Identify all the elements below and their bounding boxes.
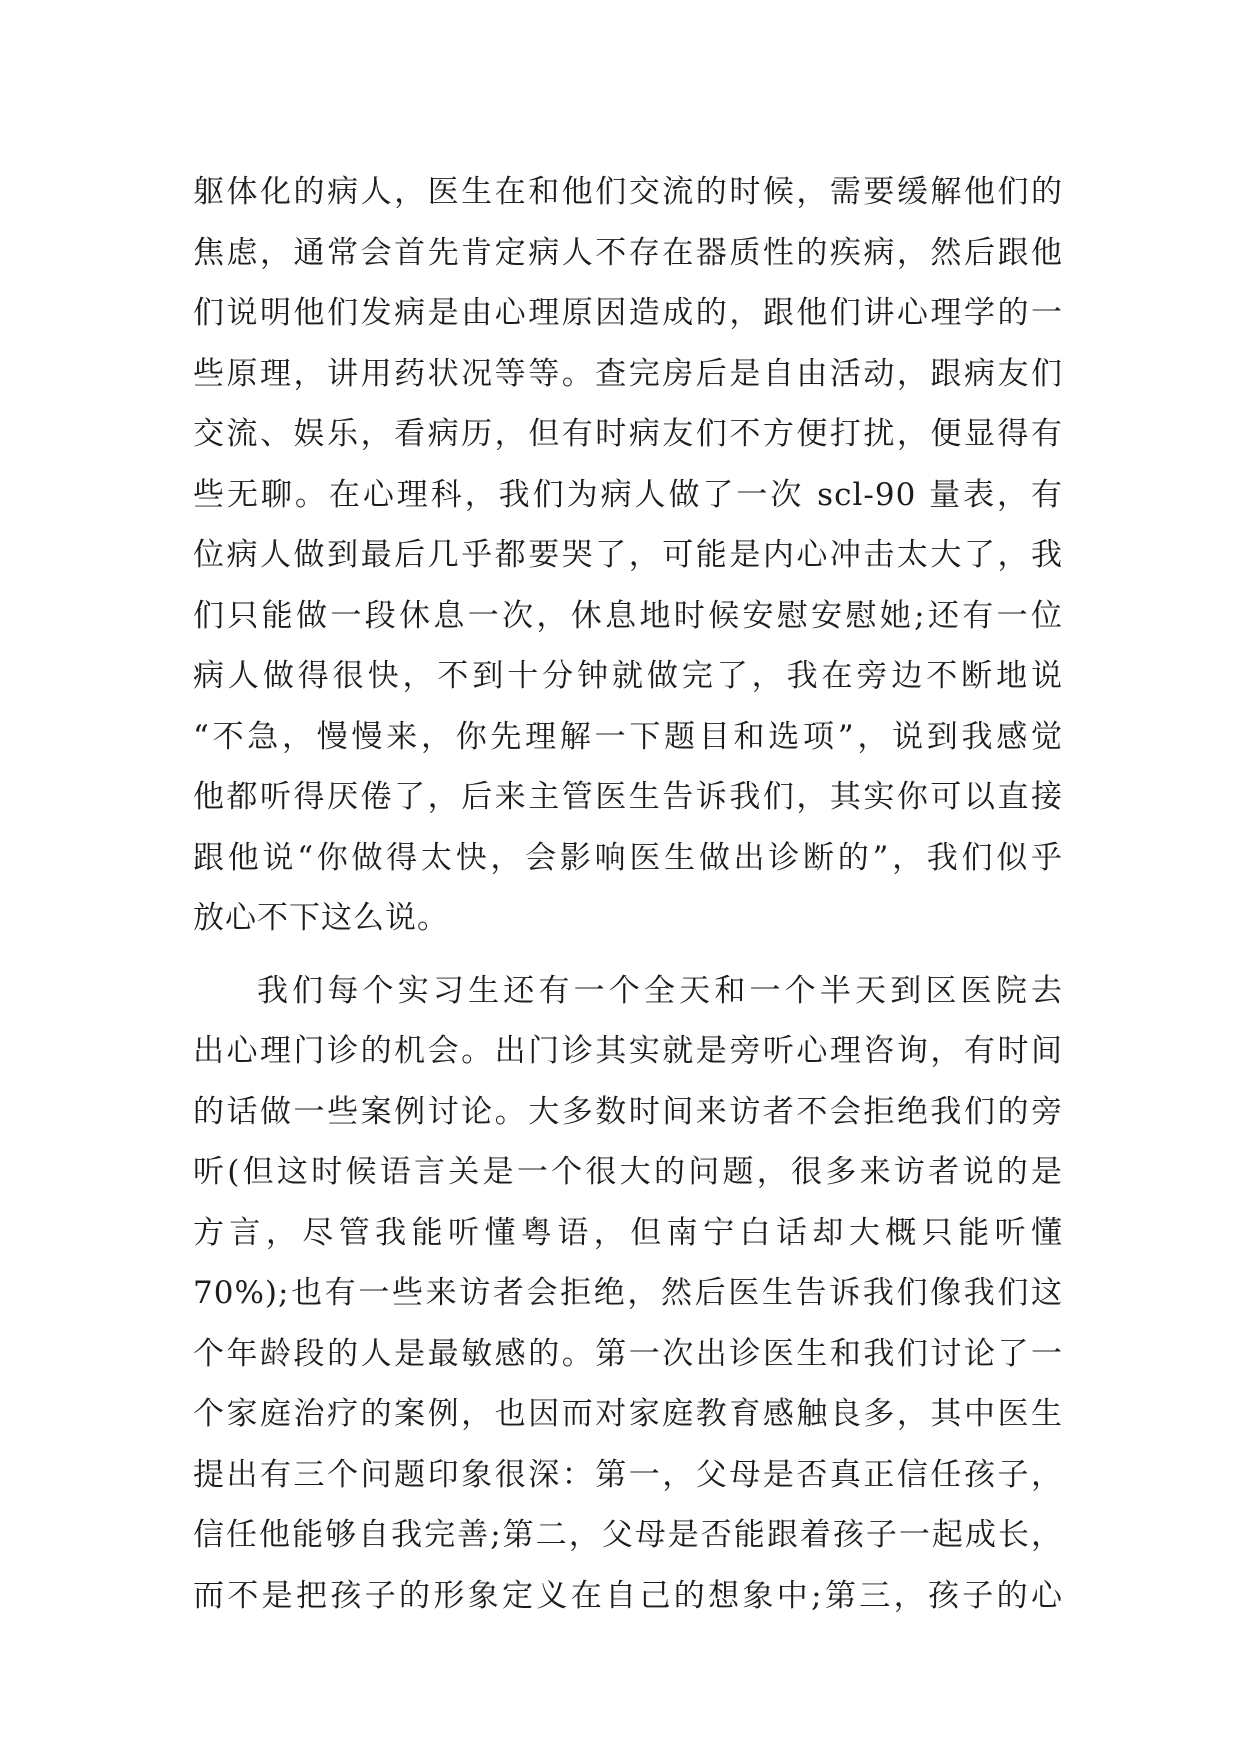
text-line: 个年龄段的人是最敏感的。第一次出诊医生和我们讨论了一 [193,1335,1063,1372]
text-line: 他都听得厌倦了，后来主管医生告诉我们，其实你可以直接 [193,779,1063,815]
text-line: 跟他说“你做得太快，会影响医生做出诊断的”，我们似乎 [193,839,1063,876]
text-line: 方言，尽管我能听懂粤语，但南宁白话却大概只能听懂 [193,1214,1063,1251]
text-line: 焦虑，通常会首先肯定病人不存在器质性的疾病，然后跟他 [193,234,1063,271]
text-line: 而不是把孩子的形象定义在自己的想象中;第三，孩子的心 [193,1577,1063,1614]
text-line: 躯体化的病人，医生在和他们交流的时候，需要缓解他们的 [193,174,1063,210]
paragraph-1 [193,162,1063,949]
text-line: 病人做得很快，不到十分钟就做完了，我在旁边不断地说 [193,658,1063,694]
text-line: 听(但这时候语言关是一个很大的问题，很多来访者说的是 [193,1154,1063,1190]
text-line: 的话做一些案例讨论。大多数时间来访者不会拒绝我们的旁 [193,1093,1063,1130]
text-line: 信任他能够自我完善;第二，父母是否能跟着孩子一起成长， [193,1517,1063,1553]
text-line: 位病人做到最后几乎都要哭了，可能是内心冲击太大了，我 [193,537,1063,573]
text-line: 我们每个实习生还有一个全天和一个半天到区医院去 [257,972,1063,1009]
paragraph-gap [193,949,1063,961]
text-line: 交流、娱乐，看病历，但有时病友们不方便打扰，便显得有 [193,416,1063,452]
text-line: 们只能做一段休息一次，休息地时候安慰安慰她;还有一位 [193,597,1063,634]
text-line: 些无聊。在心理科，我们为病人做了一次 scl-90 量表，有 [193,476,1063,513]
text-line: 些原理，讲用药状况等等。查完房后是自由活动，跟病友们 [193,355,1063,392]
text-line: 提出有三个问题印象很深：第一，父母是否真正信任孩子， [193,1456,1063,1493]
body-text [193,162,1063,1626]
text-line: 出心理门诊的机会。出门诊其实就是旁听心理咨询，有时间 [193,1033,1063,1069]
text-line: 70%);也有一些来访者会拒绝，然后医生告诉我们像我们这 [193,1275,1063,1311]
text-line: 个家庭治疗的案例，也因而对家庭教育感触良多，其中医生 [193,1396,1063,1432]
text-line: “不急，慢慢来，你先理解一下题目和选项”，说到我感觉 [193,718,1063,755]
paragraph-2 [193,961,1063,1627]
text-line: 放心不下这么说。 [193,900,449,936]
text-line: 们说明他们发病是由心理原因造成的，跟他们讲心理学的一 [193,295,1063,331]
